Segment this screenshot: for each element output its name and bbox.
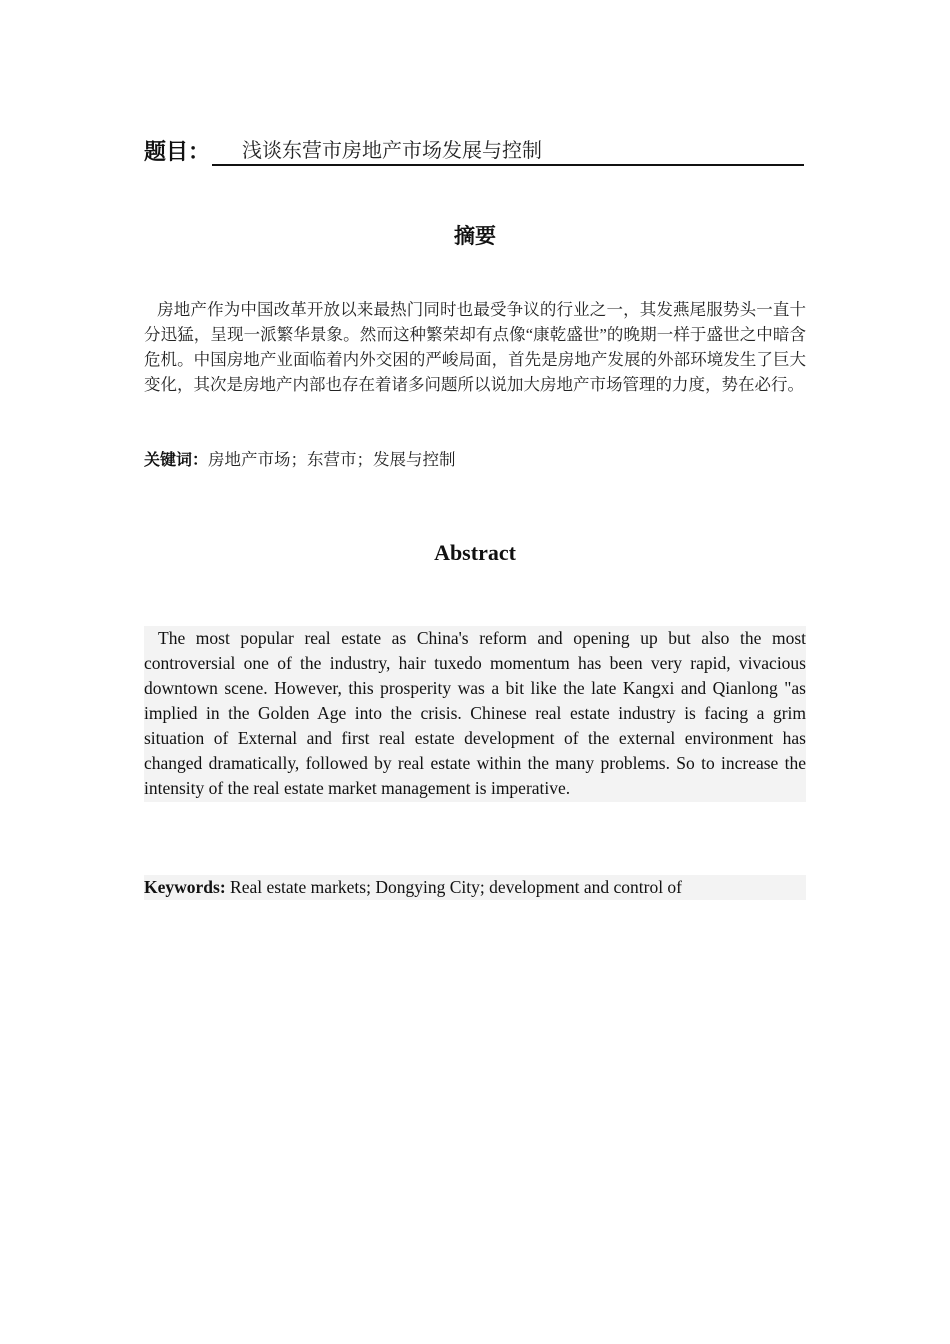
abstract-en-text: The most popular real estate as China's reform and opening up but also the most controversial one of the industry, hair tuxedo momentum has been very rapid, vivacious downtown scene. However, this prosperity was a bit like the late Kangxi and Qianlong "as implied in the Golden Age into the crisis. Chinese real estate industry is facing a grim situation of External and first real estate development of the external environment has changed dramatically, followed by real estate within the many problems. So to increase the intensity of the real estate market management is imperative. (144, 628, 806, 798)
keywords-cn-label: 关键词： (144, 450, 209, 469)
title-value: 浅谈东营市房地产市场发展与控制 (212, 138, 804, 166)
abstract-cn-text: 房地产作为中国改革开放以来最热门同时也最受争议的行业之一，其发燕尾服势头一直十分迅猛，呈现一派繁华景象。然而这种繁荣却有点像“康乾盛世”的晚期一样于盛世之中暗含危机。中国房地产业面临着内外交困的严峻局面，首先是房地产发展的外部环境发生了巨大变化，其次是房地产内部也存在着诸多问题所以说加大房地产市场管理的力度，势在必行。 (144, 300, 806, 394)
abstract-cn-body (144, 297, 806, 397)
keywords-cn (144, 448, 806, 472)
thesis-title-row (144, 136, 804, 166)
abstract-cn-heading: 摘要 (454, 224, 496, 248)
keywords-en-label: Keywords: (144, 877, 226, 897)
abstract-en-body (144, 626, 806, 802)
title-label: 题目： (144, 140, 211, 165)
keywords-cn-value: 房地产市场；东营市；发展与控制 (208, 450, 456, 469)
keywords-en (144, 875, 806, 900)
abstract-en-heading: Abstract (434, 540, 516, 565)
keywords-en-value: Real estate markets; Dongying City; development and control of (230, 877, 683, 897)
